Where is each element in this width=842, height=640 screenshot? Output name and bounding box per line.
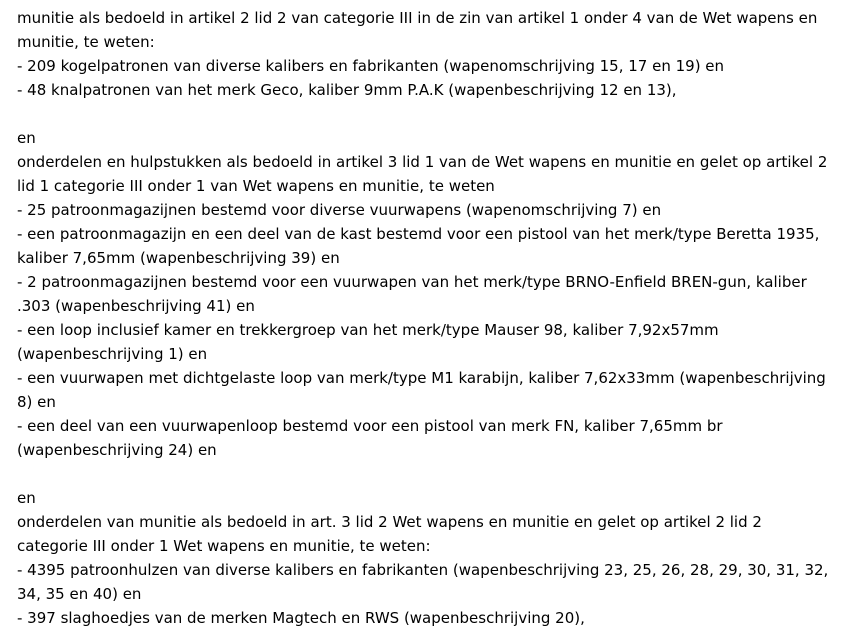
list-item-m1-karabijn: - een vuurwapen met dichtgelaste loop van merk/type M1 karabijn, kaliber 7,62x33mm (wapenbeschrijving 8) en [17, 369, 826, 411]
document-body [17, 6, 832, 630]
blank-line [17, 462, 832, 486]
list-item-mauser: - een loop inclusief kamer en trekkergroep van het merk/type Mauser 98, kaliber 7,92x57mm (wapenbeschrijving 1) en [17, 321, 719, 363]
list-item-kogelpatronen: - 209 kogelpatronen van diverse kalibers en fabrikanten (wapenomschrijving 15, 17 en 19) en [17, 57, 725, 75]
paragraph-munitie-intro: munitie als bedoeld in artikel 2 lid 2 van categorie III in de zin van artikel 1 onder 4 van de Wet wapens en munitie, te weten: [17, 9, 818, 51]
list-item-knalpatronen: - 48 knalpatronen van het merk Geco, kaliber 9mm P.A.K (wapenbeschrijving 12 en 13), [17, 81, 677, 99]
paragraph-onderdelen-intro: onderdelen en hulpstukken als bedoeld in artikel 3 lid 1 van de Wet wapens en munitie en gelet op artikel 2 lid 1 categorie III onder 1 van Wet wapens en munitie, te weten [17, 153, 828, 195]
list-item-bren-gun: - 2 patroonmagazijnen bestemd voor een vuurwapen van het merk/type BRNO-Enfield BREN-gun, kaliber .303 (wapenbeschrijving 41) en [17, 273, 807, 315]
conjunction-en: en [17, 129, 36, 147]
list-item-fn-loop: - een deel van een vuurwapenloop bestemd voor een pistool van merk FN, kaliber 7,65mm br (wapenbeschrijving 24) en [17, 417, 723, 459]
conjunction-en: en [17, 489, 36, 507]
paragraph-munitie-onderdelen-intro: onderdelen van munitie als bedoeld in art. 3 lid 2 Wet wapens en munitie en gelet op artikel 2 lid 2 categorie III onder 1 Wet wapens en munitie, te weten: [17, 513, 762, 555]
list-item-beretta: - een patroonmagazijn en een deel van de kast bestemd voor een pistool van het merk/type Beretta 1935, kaliber 7,65mm (wapenbeschrijving 39) en [17, 225, 820, 267]
list-item-patroonhulzen: - 4395 patroonhulzen van diverse kalibers en fabrikanten (wapenbeschrijving 23, 25, 26, 28, 29, 30, 31, 32, 34, 35 en 40) en [17, 561, 829, 603]
list-item-patroonmagazijnen: - 25 patroonmagazijnen bestemd voor diverse vuurwapens (wapenomschrijving 7) en [17, 201, 662, 219]
list-item-slaghoedjes: - 397 slaghoedjes van de merken Magtech en RWS (wapenbeschrijving 20), [17, 609, 585, 627]
blank-line [17, 102, 832, 126]
